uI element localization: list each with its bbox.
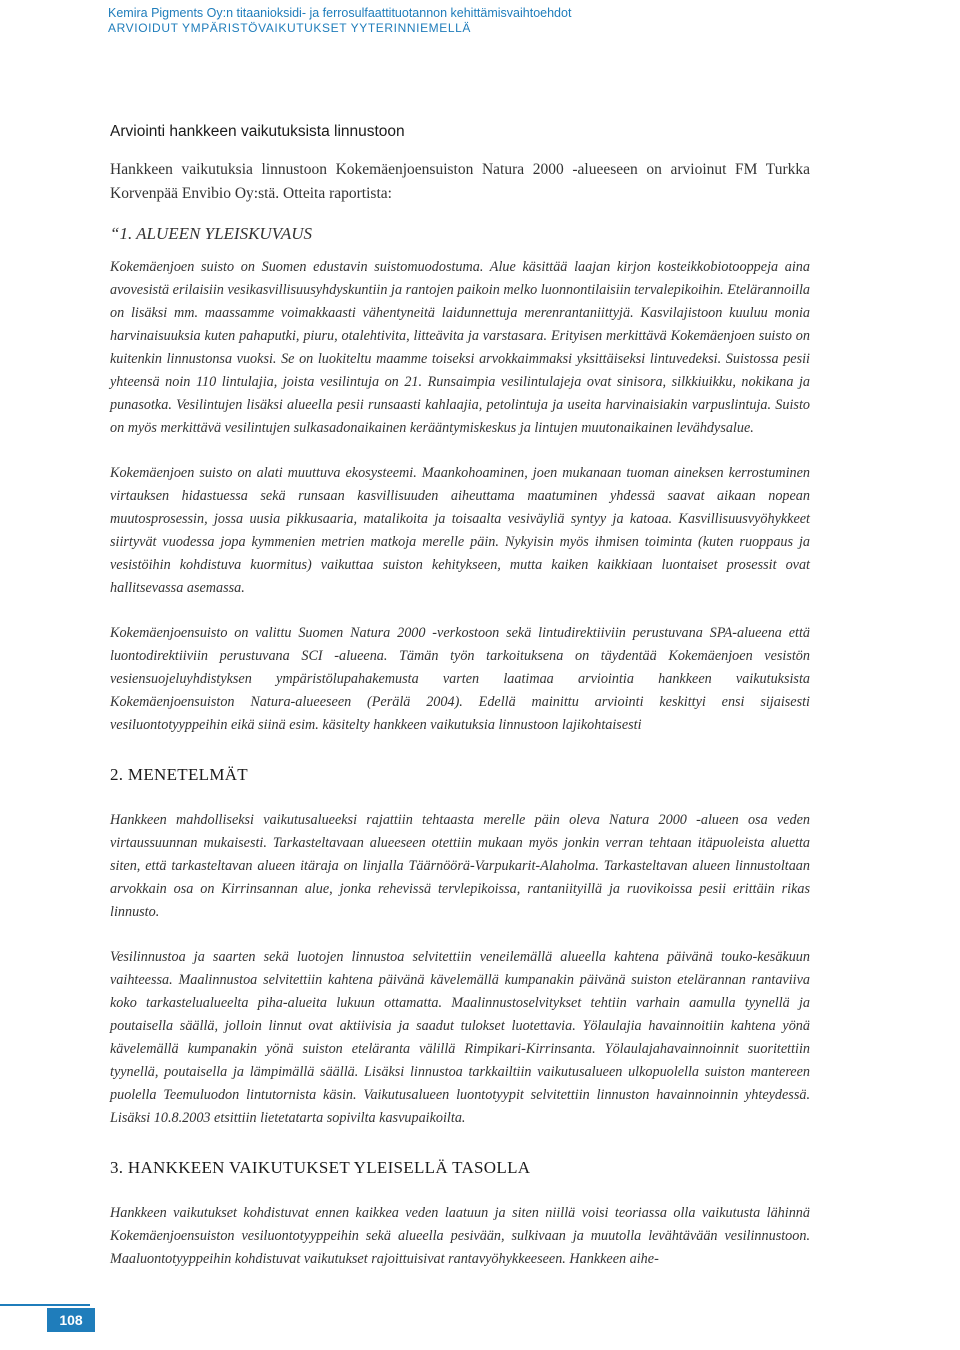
main-content [110,120,810,1271]
quote-paragraph-4: Hankkeen mahdolliseksi vaikutusalueeksi rajattiin tehtaasta merelle päin oleva Natura 2000 -alueen osa veden virtaussuunnan mukaisesti. Tarkasteltavaan alueeseen otettiin mukaan myös jonkin verran tehtaan itäpuoleista aluetta siten, että tarkasteltavan alueen itäraja on linjalla Täärnöörä-Varpukarit-Alaholma. Tarkasteltavan alueen linnustoltaan arvokkain osa on Kirrinsannan alue, jonka rehevissä tervlepikoissa, rantaniityillä ja ruovikoissa pesii erittäin rikas linnusto. [110,812,810,920]
intro-paragraph: Hankkeen vaikutuksia linnustoon Kokemäenjoensuiston Natura 2000 -alueeseen on arvioinut FM Turkka Korvenpää Envibio Oy:stä. Otteita raportista: [110,161,810,202]
quote-heading-1: “1. ALUEEN YLEISKUVAUS [110,224,312,243]
header-line-2: ARVIOIDUT YMPÄRISTÖVAIKUTUKSET YYTERINNIEMELLÄ [108,21,472,35]
quote-paragraph-2: Kokemäenjoen suisto on alati muuttuva ekosysteemi. Maankohoaminen, joen mukanaan tuoman aineksen kerrostuminen virtauksen hidastuessa sekä runsaan kasvillisuuden aiheuttama maatuminen yhdessä saavat aikaan nopean muutosprosessin, jossa uusia pikkusaaria, matalikoita ja toisaalta vesiväyliä syntyy ja katoaa. Kasvillisuusvyöhykkeet siirtyvät vuodessa jopa kymmenien metrien matkoja merelle päin. Nykyisin myös ihmisen toiminta (kuten ruoppaus ja vesistöihin kohdistuva kuormitus) vaikuttaa suiston kehitykseen, mutta kaiken kaikkiaan luontaiset prosessit ovat hallitsevassa asemassa. [110,465,810,596]
footer-rule [0,1304,90,1306]
quote-heading-3: 3. HANKKEEN VAIKUTUKSET YLEISELLÄ TASOLLA [110,1158,531,1177]
page-number: 108 [47,1308,95,1332]
quote-paragraph-5: Vesilinnustoa ja saarten sekä luotojen linnustoa selvitettiin veneilemällä alueella kahtena päivänä touko-kesäkuun vaihteessa. Maalinnustoa selvitettiin kahtena päivänä kävelemällä kumpanakin päivänä suiston etelärannan rantaviiva koko tarkastelualueelta piha-alueita lukuun ottamatta. Maalinnustoselvitykset tehtiin varhain aamulla tyynellä ja poutaisella säällä, jolloin linnut ovat aktiivisia ja saadut tulokset luotettavia. Yölaulajia havainnoitiin kahtena yönä kävelemällä kumpanakin yönä suiston eteläranta välillä Rimpikari-Kirrinsanta. Yölaulajahavainnoinnit suoritettiin tyynellä, poutaisella ja lämpimällä säällä. Lisäksi linnustoa tarkkailtiin vaikutusalueen ulkopuolella suiston mantereen puolella Teemuluodon lintutornista käsin. Vaikutusalueen luontotyypit selvitettiin linnuston havainnoinnin yhteydessä. Lisäksi 10.8.2003 etsittiin lietetatarta sopivilta kasvupaikoilta. [110,949,810,1126]
quote-paragraph-3: Kokemäenjoensuisto on valittu Suomen Natura 2000 -verkostoon sekä lintudirektiiviin perustuvana SPA-alueena että luontodirektiiviin perustuvana SCI -alueena. Tämän työn tarkoituksena on täydentää Kokemäenjoen vesistön vesiensuojeluyhdistyksen ympäristölupahakemusta varten laatimaa arviointia hankkeen vaikutuksista Kokemäenjoensuiston Natura-alueeseen (Perälä 2004). Edellä mainittu arviointi keskittyi ensi sijaisesti vesiluontotyyppeihin eikä siinä esim. käsitelty hankkeen vaikutuksia linnustoon lajikohtaisesti [110,625,810,733]
quote-paragraph-6: Hankkeen vaikutukset kohdistuvat ennen kaikkea veden laatuun ja siten niillä voisi teoriassa olla vaikutusta lähinnä Kokemäenjoensuiston vesiluontotyyppeihin sekä alueella pesivään, sulkivaan ja muutolla levähtävään vesilinnustoon. Maaluontotyyppeihin kohdistuvat vaikutukset rajoittuisivat rantavyöhykkeeseen. Hankkeen aihe- [110,1205,810,1267]
section-title: Arviointi hankkeen vaikutuksista linnustoon [110,123,405,140]
running-header [108,6,571,35]
quote-paragraph-1: Kokemäenjoen suisto on Suomen edustavin suistomuodostuma. Alue käsittää laajan kirjon kosteikkobiotooppeja aina avovesistä erilaisiin vesikasvillisuusyhdyskuntiin ja rantojen paikoin melko luonnontilaisiin tervalepikoihin. Etelärannoilla on lisäksi mm. maassamme voimakkaasti vähentyneitä laidunnettuja merenrantaniittyjä. Kasvilajistoon kuuluu monia harvinaisuuksia kuten pahaputki, piuru, otalehtivita, litteävita ja varstasara. Erityisen merkittävä Kokemäenjoen suisto on kuitenkin linnustonsa vuoksi. Se on luokiteltu maamme toiseksi arvokkaimmaksi yksittäiseksi lintuvedeksi. Suistossa pesii yhteensä noin 110 lintulajia, joista vesilintuja on 21. Runsaimpia vesilintulajeja ovat sinisora, silkkiuikku, nokikana ja punasotka. Vesilintujen lisäksi alueella pesii runsaasti kahlaajia, petolintuja ja useita harvinaisiakin varpuslintuja. Suisto on myös merkittävä vesilintujen sulkasadonaikainen kerääntymiskeskus ja lintujen muutonaikainen levähdysalue. [110,259,810,436]
header-line-1: Kemira Pigments Oy:n titaanioksidi- ja ferrosulfaattituotannon kehittämisvaihtoehdot [108,6,572,20]
quote-heading-2: 2. MENETELMÄT [110,765,248,784]
